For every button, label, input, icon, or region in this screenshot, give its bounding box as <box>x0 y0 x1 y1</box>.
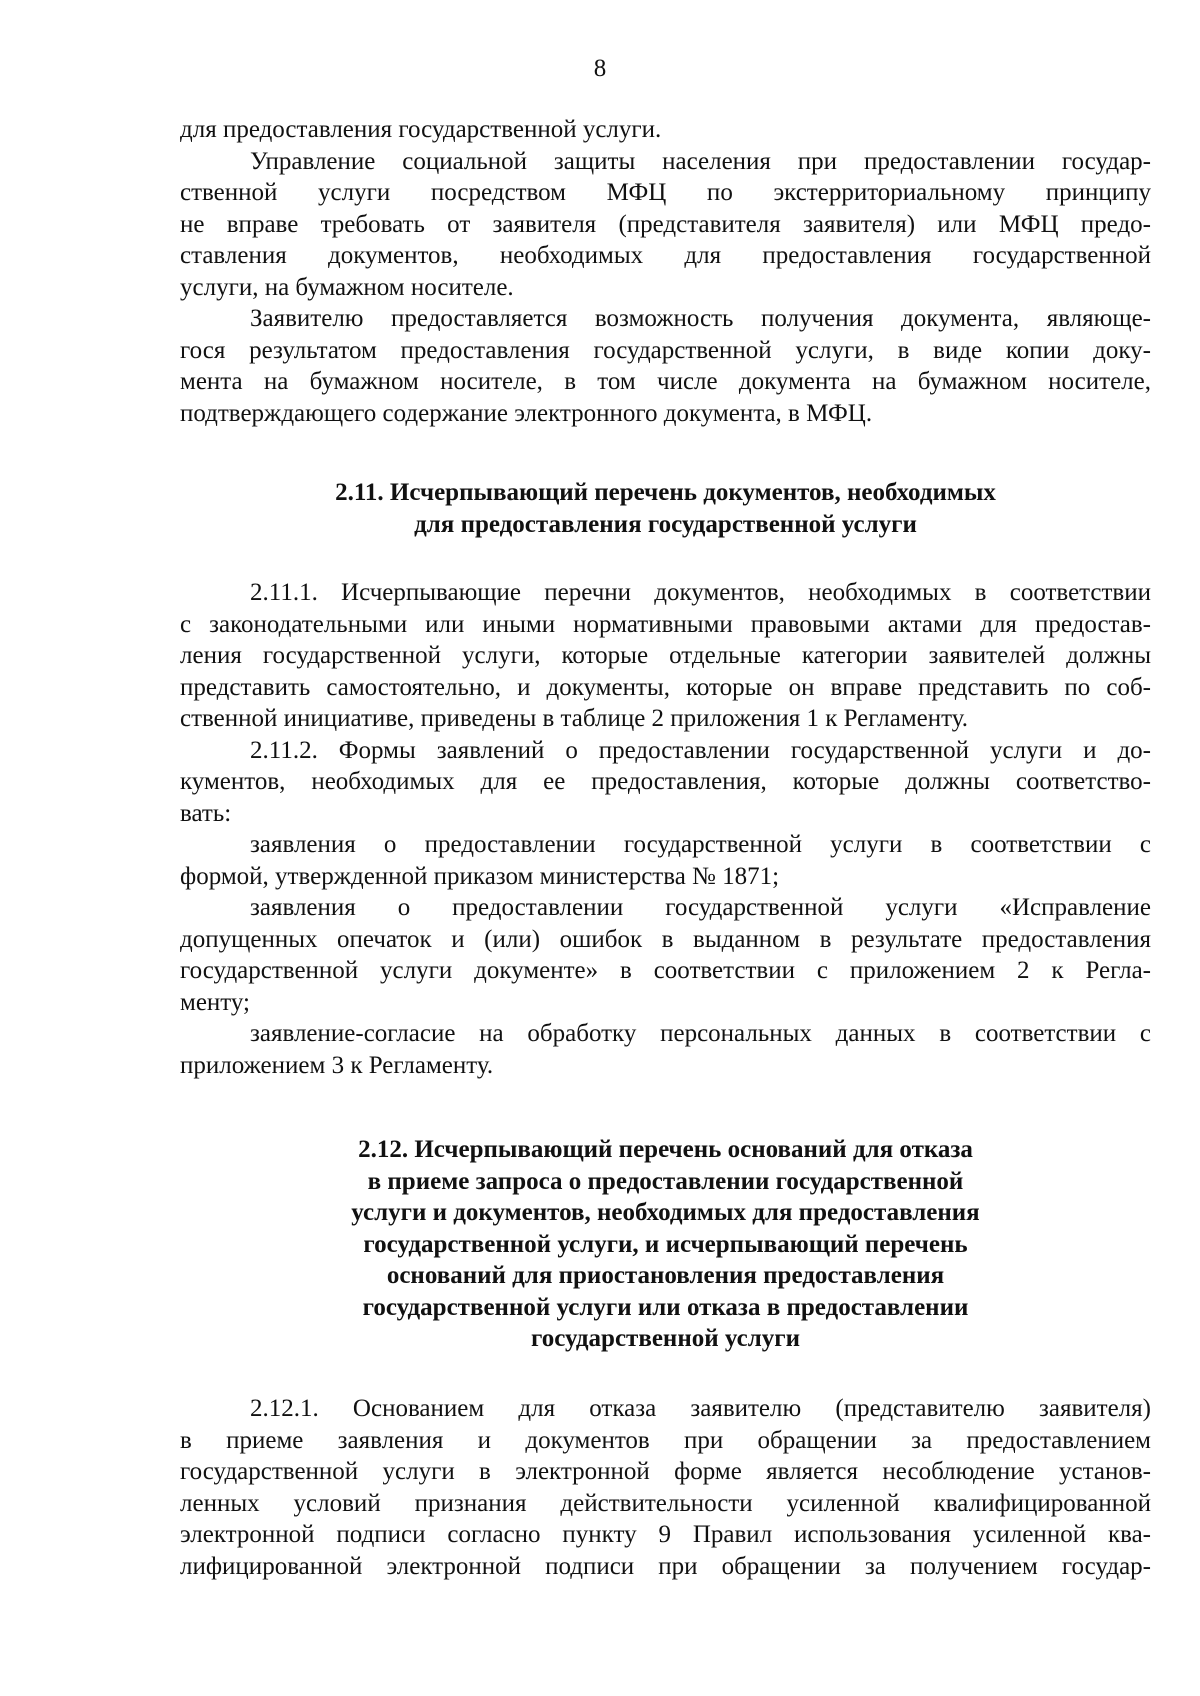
text-line: кументов, необходимых для ее предоставления, которые должны соответство- <box>180 768 1151 795</box>
text-line: 2.11.2. Формы заявлений о предоставлении государственной услуги и до- <box>250 736 1151 764</box>
text-line: электронной подписи согласно пункту 9 Правил использования усиленной ква- <box>180 1521 1151 1548</box>
text-line: мента на бумажном носителе, в том числе документа на бумажном носителе, <box>180 368 1151 395</box>
text-line: с законодательными или иными нормативными правовыми актами для предостав- <box>180 610 1151 638</box>
paragraph-group-2 <box>180 577 1151 1081</box>
heading-line: 2.11. Исчерпывающий перечень документов, необходимых <box>335 479 996 506</box>
heading-line: 2.12. Исчерпывающий перечень оснований для отказа <box>358 1136 973 1163</box>
text-line: менту; <box>180 988 251 1016</box>
text-line: ления государственной услуги, которые отдельные категории заявителей должны <box>180 642 1151 669</box>
text-line: в приеме заявления и документов при обращении за предоставлением <box>180 1426 1151 1454</box>
heading-line: оснований для приостановления предоставления <box>386 1262 945 1289</box>
section-heading-2-11 <box>180 477 1151 540</box>
text-line: вать: <box>180 799 232 827</box>
text-line: Заявителю предоставляется возможность получения документа, являюще- <box>250 305 1151 332</box>
text-line: 2.12.1. Основанием для отказа заявителю (представителю заявителя) <box>250 1395 1151 1422</box>
text-line: заявления о предоставлении государственной услуги «Исправление <box>250 894 1151 921</box>
paragraph-group-3 <box>180 1393 1151 1582</box>
text-line: ственной услуги посредством МФЦ по экстерриториальному принципу <box>180 179 1151 206</box>
text-line: заявление-согласие на обработку персональных данных в соответствии с <box>250 1020 1151 1047</box>
text-line: формой, утвержденной приказом министерства № 1871; <box>180 862 780 890</box>
page-number: 8 <box>593 55 607 82</box>
heading-line: услуги и документов, необходимых для предоставления <box>351 1199 980 1226</box>
text-line: Управление социальной защиты населения при предоставлении государ- <box>250 147 1151 175</box>
text-line: приложением 3 к Регламенту. <box>180 1051 494 1079</box>
heading-line: государственной услуги <box>530 1325 801 1352</box>
text-line: ставления документов, необходимых для предоставления государственной <box>180 242 1151 269</box>
text-line: допущенных опечаток и (или) ошибок в выданном в результате предоставления <box>180 925 1151 953</box>
text-line: услуги, на бумажном носителе. <box>180 273 514 301</box>
heading-line: государственной услуги или отказа в предоставлении <box>362 1293 969 1321</box>
text-line: ственной инициативе, приведены в таблице 2 приложения 1 к Регламенту. <box>180 705 968 732</box>
text-line: ленных условий признания действительности усиленной квалифицированной <box>180 1489 1151 1517</box>
text-line: гося результатом предоставления государственной услуги, в виде копии доку- <box>180 336 1151 364</box>
text-line: государственной услуги в электронной форме является несоблюдение установ- <box>180 1458 1151 1485</box>
text-line: не вправе требовать от заявителя (представителя заявителя) или МФЦ предо- <box>180 210 1151 238</box>
section-heading-2-12 <box>180 1134 1151 1355</box>
text-line: подтверждающего содержание электронного документа, в МФЦ. <box>180 399 873 427</box>
text-line: заявления о предоставлении государственной услуги в соответствии с <box>250 831 1151 858</box>
text-line: представить самостоятельно, и документы, которые он вправе представить по соб- <box>180 673 1151 701</box>
heading-line: для предоставления государственной услуги <box>414 510 917 538</box>
heading-line: государственной услуги, и исчерпывающий перечень <box>363 1230 968 1258</box>
text-line: 2.11.1. Исчерпывающие перечни документов, необходимых в соответствии <box>250 579 1151 606</box>
text-line: для предоставления государственной услуги. <box>180 116 662 143</box>
text-line: лифицированной электронной подписи при обращении за получением государ- <box>180 1552 1151 1580</box>
paragraph-group-1 <box>180 114 1151 429</box>
heading-line: в приеме запроса о предоставлении государственной <box>367 1167 964 1195</box>
text-line: государственной услуги документе» в соответствии с приложением 2 к Регла- <box>180 957 1151 984</box>
